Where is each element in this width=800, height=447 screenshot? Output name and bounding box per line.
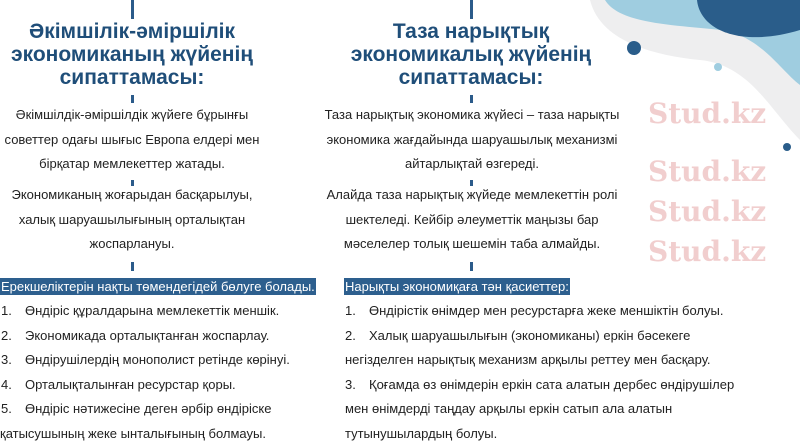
right-para-2 <box>322 183 622 257</box>
item-text: Халық шаруашылығын (экономиканы) еркін бәсекеге <box>369 327 691 343</box>
text-line: айтарлықтай өзгереді. <box>405 156 539 172</box>
list-line <box>345 422 734 447</box>
list-line <box>345 299 734 324</box>
connector-bar <box>131 262 134 271</box>
watermark: Stud.kz <box>648 235 767 268</box>
item-num: 1. <box>1 303 12 318</box>
title-line: Таза нарықтық <box>392 20 550 43</box>
list-item <box>1 348 290 373</box>
title-line: экономиканың жүйенің <box>10 43 254 66</box>
item-num: 2. <box>345 327 356 343</box>
left-para-1 <box>0 103 264 177</box>
dot-dark-small <box>783 143 791 151</box>
text-line: халық шаруашылығының орталықтан <box>18 211 246 227</box>
connector-bar <box>470 0 473 19</box>
text-line: Әкімшілдік-әміршілдік жүйеге бұрынғы <box>15 107 249 122</box>
list-line <box>345 324 734 349</box>
dot-light <box>714 63 722 71</box>
connector-bar <box>131 95 134 103</box>
list-line <box>345 348 734 373</box>
right-heading: Нарықты экономиқаға тән қасиеттер: <box>345 279 569 294</box>
right-title <box>321 20 621 89</box>
list-item <box>1 299 290 324</box>
list-item <box>1 397 290 422</box>
text-line: жоспарлануы. <box>89 236 175 252</box>
item-num: 2. <box>1 327 12 343</box>
item-text: Өндірістік өнімдер мен ресурстарға жеке меншіктін болуы. <box>369 303 724 318</box>
item-text: Экономикада орталықтанған жоспарлау. <box>25 327 270 343</box>
item-text: Өндірушілердің монополист ретінде көрінуі. <box>25 352 290 368</box>
text-line: Экономиканың жоғарыдан басқарылуы, <box>11 187 253 202</box>
item-num: 1. <box>345 303 356 318</box>
item-text: Өндіріс құралдарына мемлекеттік меншік. <box>25 303 280 318</box>
item-text: Орталықталынған ресурстар қоры. <box>25 376 236 392</box>
item-num: 3. <box>1 352 12 368</box>
item-text: негізделген нарықтық механизм арқылы реттеу мен басқару. <box>345 352 711 368</box>
item-text: Қоғамда өз өнімдерін еркін сата алатын дербес өндірушілер <box>369 376 735 392</box>
left-title <box>0 20 282 89</box>
text-line: советтер одағы шығыс Европа елдері мен <box>4 131 260 147</box>
list-line <box>345 373 734 398</box>
item-num: 4. <box>1 376 12 392</box>
text-line: шектеледі. Кейбір әлеуметтік маңызы бар <box>345 211 599 227</box>
right-para-1 <box>322 103 622 177</box>
list-item-continuation: қатысушының жеке ынталығының болмауы. <box>0 425 266 441</box>
watermark: Stud.kz <box>648 155 767 188</box>
list-item <box>1 324 290 349</box>
left-list <box>1 299 290 447</box>
connector-bar <box>131 0 134 19</box>
right-list <box>345 299 734 447</box>
item-num: 5. <box>1 401 12 417</box>
item-num: 3. <box>345 376 356 392</box>
connector-bar <box>470 95 473 103</box>
text-line: бірқатар мемлекеттер жатады. <box>39 156 225 172</box>
list-line <box>345 397 734 422</box>
text-line: Таза нарықтық экономика жүйесі – таза нарықты <box>324 107 620 122</box>
connector-bar <box>470 262 473 271</box>
watermark: Stud.kz <box>648 97 767 130</box>
title-line: Әкімшілік-әміршілік <box>28 20 236 43</box>
title-line: экономикалық жүйенің <box>350 43 592 66</box>
item-text: тутынушылардың болуы. <box>345 425 498 441</box>
title-line: сипаттамасы: <box>398 66 544 89</box>
list-item <box>1 373 290 398</box>
item-text: Өндіріс нәтижесіне деген әрбір өндіріске <box>25 401 272 417</box>
dot-dark <box>627 41 641 55</box>
item-text: мен өнімдерді таңдау арқылы еркін сатып ала алатын <box>345 401 673 417</box>
text-line: мәселелер толық шешемін таба алмайды. <box>343 236 601 252</box>
watermark: Stud.kz <box>648 195 767 228</box>
left-para-2 <box>0 183 264 257</box>
left-heading: Ерекшеліктерін нақты төмендегідей бөлуге болады. <box>1 279 315 294</box>
text-line: экономика жағдайында шаруашылық механизмі <box>326 131 618 147</box>
title-line: сипаттамасы: <box>59 66 205 89</box>
text-line: Алайда таза нарықтық жүйеде мемлекеттін ролі <box>326 187 618 202</box>
